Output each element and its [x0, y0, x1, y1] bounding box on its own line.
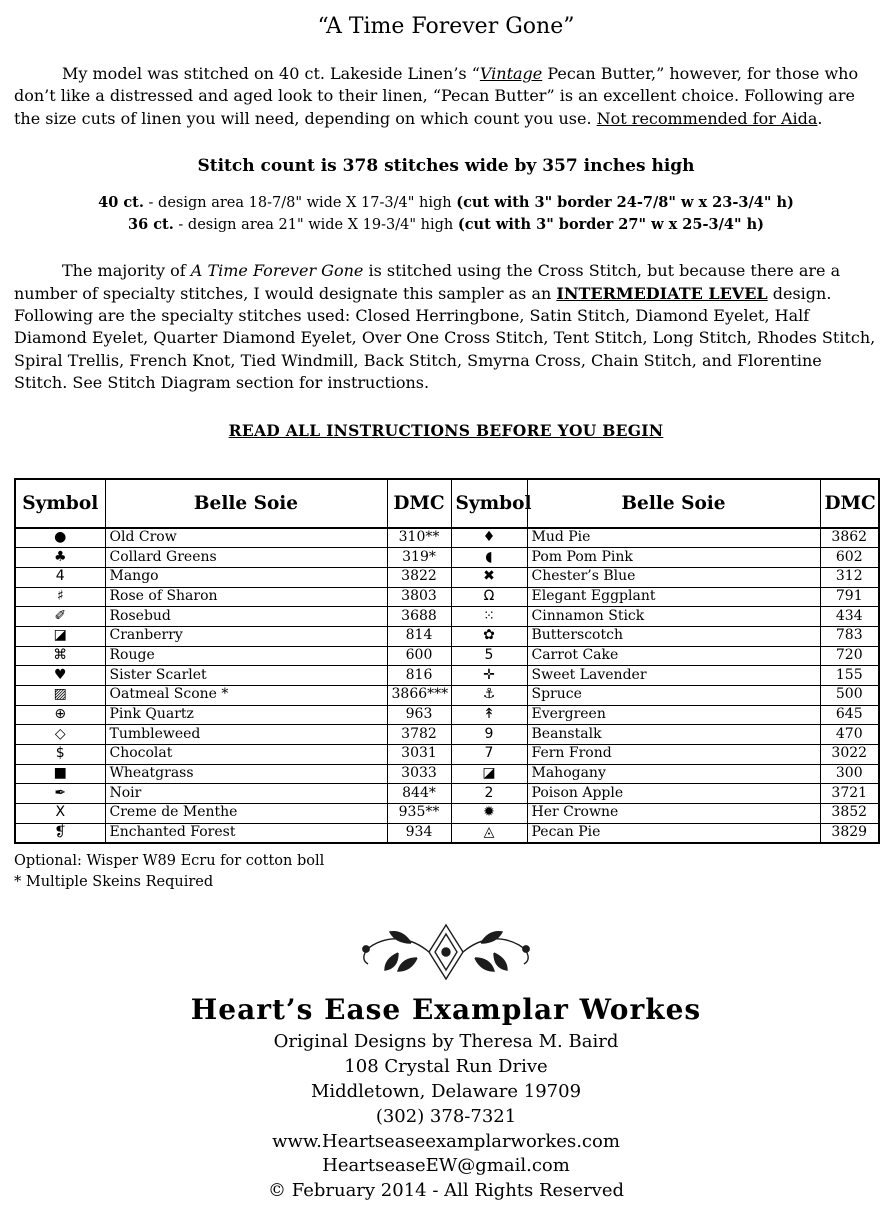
- symbol-cell: ⊕: [15, 705, 105, 725]
- address-line-2: Middletown, Delaware 19709: [310, 1080, 582, 1102]
- name-cell: Creme de Menthe: [105, 803, 387, 823]
- floral-ornament: [14, 919, 878, 989]
- footer-block: [14, 1030, 878, 1204]
- symbol-cell: Ⅹ: [15, 803, 105, 823]
- dmc-cell: 3866***: [387, 685, 451, 705]
- dmc-cell: 844*: [387, 784, 451, 804]
- dmc-cell: 3022: [820, 744, 879, 764]
- specialty-paragraph: [14, 260, 878, 394]
- specialty-text-3: design. Following are the specialty stitches used: Closed Herringbone, Satin Stitch, Diamond Eyelet, Half Diamond Eyelet, Quarter Diamond Eyelet, Over One Cross Stitch, Tent Stitch, Long Stitch, Rhodes Stitch, Spiral Trellis, French Knot, Tied Windmill, Back Stitch, Smyrna Cross, Chain Stitch, and Florentine Stitch. See Stitch Diagram section for instructions.: [14, 283, 876, 393]
- name-cell: Collard Greens: [105, 548, 387, 568]
- intro-text-3: .: [817, 108, 823, 128]
- table-row: [15, 528, 879, 548]
- symbol-cell: ♣: [15, 548, 105, 568]
- email-line: HeartseaseEW@gmail.com: [322, 1155, 570, 1177]
- dmc-cell: 935**: [387, 803, 451, 823]
- color-table-header: [15, 479, 879, 528]
- name-cell: Old Crow: [105, 528, 387, 548]
- header-row: [15, 479, 879, 528]
- color-key-table: [14, 478, 880, 845]
- optional-note: Optional: Wisper W89 Ecru for cotton boll: [14, 853, 325, 870]
- color-table-body: [15, 528, 879, 844]
- name-cell: Pecan Pie: [527, 823, 820, 843]
- symbol-cell: Ω: [451, 587, 527, 607]
- dmc-cell: 934: [387, 823, 451, 843]
- table-row: [15, 587, 879, 607]
- specialty-text-2: is stitched using the Cross Stitch, but because there are a number of specialty stitches, I would designate this sampler as an: [14, 261, 841, 303]
- dmc-cell: 3829: [820, 823, 879, 843]
- intro-text-1: My model was stitched on 40 ct. Lakeside Linen’s “: [62, 64, 480, 83]
- name-cell: Butterscotch: [527, 626, 820, 646]
- symbol-cell: ●: [15, 528, 105, 548]
- table-row: [15, 764, 879, 784]
- dmc-cell: 814: [387, 626, 451, 646]
- name-cell: Noir: [105, 784, 387, 804]
- table-row: [15, 626, 879, 646]
- table-row: [15, 784, 879, 804]
- name-cell: Cinnamon Stick: [527, 607, 820, 627]
- cut-40ct: (cut with 3" border 24-7/8" w x 23-3/4" h): [456, 194, 794, 212]
- name-cell: Mango: [105, 567, 387, 587]
- table-row: [15, 725, 879, 745]
- symbol-cell: ✹: [451, 803, 527, 823]
- detail-36ct: - design area 21" wide X 19-3/4" high: [173, 217, 458, 234]
- dmc-cell: 3031: [387, 744, 451, 764]
- symbol-cell: ♦: [451, 528, 527, 548]
- size-line-40ct: [14, 192, 878, 214]
- name-cell: Fern Frond: [527, 744, 820, 764]
- name-cell: Her Crowne: [527, 803, 820, 823]
- name-cell: Sister Scarlet: [105, 666, 387, 686]
- size-line-36ct: [14, 214, 878, 236]
- address-line-1: 108 Crystal Run Drive: [344, 1056, 548, 1078]
- name-cell: Poison Apple: [527, 784, 820, 804]
- name-cell: Evergreen: [527, 705, 820, 725]
- company-logo-text: Heart’s Ease Examplar Workes: [190, 993, 702, 1027]
- header-symbol-right: Symbol: [451, 479, 527, 528]
- dmc-cell: 500: [820, 685, 879, 705]
- table-row: [15, 666, 879, 686]
- designer-line: Original Designs by Theresa M. Baird: [273, 1031, 619, 1053]
- table-row: [15, 646, 879, 666]
- symbol-cell: ▨: [15, 685, 105, 705]
- header-bellesoie-right: Belle Soie: [527, 479, 820, 528]
- name-cell: Wheatgrass: [105, 764, 387, 784]
- name-cell: Beanstalk: [527, 725, 820, 745]
- dmc-cell: 791: [820, 587, 879, 607]
- dmc-cell: 470: [820, 725, 879, 745]
- table-row: [15, 705, 879, 725]
- aida-warning: Not recommended for Aida: [596, 108, 818, 128]
- dmc-cell: 312: [820, 567, 879, 587]
- symbol-cell: ❡: [15, 823, 105, 843]
- symbol-cell: ◪: [451, 764, 527, 784]
- intro-text-2: Pecan Butter,” however, for those who don’t like a distressed and aged look to their linen, “Pecan Butter” is an excellent choice. Following are the size cuts of linen you will need, depending on which count you use.: [14, 64, 859, 128]
- symbol-cell: ✐: [15, 607, 105, 627]
- vintage-emphasis: Vintage: [479, 64, 543, 83]
- dmc-cell: 300: [820, 764, 879, 784]
- size-cuts: [14, 192, 878, 236]
- table-row: [15, 685, 879, 705]
- symbol-cell: ⁙: [451, 607, 527, 627]
- symbol-cell: ✛: [451, 666, 527, 686]
- stitch-count-heading: Stitch count is 378 stitches wide by 357 inches high: [197, 156, 695, 177]
- detail-40ct: - design area 18-7/8" wide X 17-3/4" high: [143, 195, 457, 212]
- symbol-cell: ✿: [451, 626, 527, 646]
- name-cell: Elegant Eggplant: [527, 587, 820, 607]
- table-row: [15, 744, 879, 764]
- website-line: www.Heartseaseexamplarworkes.com: [272, 1130, 620, 1152]
- dmc-cell: 434: [820, 607, 879, 627]
- symbol-cell: ◖: [451, 548, 527, 568]
- name-cell: Mud Pie: [527, 528, 820, 548]
- name-cell: Pom Pom Pink: [527, 548, 820, 568]
- name-cell: Rose of Sharon: [105, 587, 387, 607]
- count-40ct: 40 ct.: [98, 194, 144, 212]
- name-cell: Pink Quartz: [105, 705, 387, 725]
- dmc-cell: 783: [820, 626, 879, 646]
- symbol-cell: ■: [15, 764, 105, 784]
- symbol-cell: 9: [451, 725, 527, 745]
- symbol-cell: ✒: [15, 784, 105, 804]
- read-instructions-heading: [14, 421, 878, 440]
- dmc-cell: 3852: [820, 803, 879, 823]
- header-dmc-right: DMC: [820, 479, 879, 528]
- name-cell: Rosebud: [105, 607, 387, 627]
- page-title: “A Time Forever Gone”: [317, 14, 575, 39]
- symbol-cell: 4: [15, 567, 105, 587]
- symbol-cell: $: [15, 744, 105, 764]
- dmc-cell: 963: [387, 705, 451, 725]
- symbol-cell: ✖: [451, 567, 527, 587]
- name-cell: Chocolat: [105, 744, 387, 764]
- name-cell: Carrot Cake: [527, 646, 820, 666]
- header-dmc-left: DMC: [387, 479, 451, 528]
- dmc-cell: 319*: [387, 548, 451, 568]
- table-notes: [14, 851, 878, 893]
- table-row: [15, 567, 879, 587]
- dmc-cell: 3862: [820, 528, 879, 548]
- cut-36ct: (cut with 3" border 27" w x 25-3/4" h): [457, 216, 764, 234]
- name-cell: Oatmeal Scone *: [105, 685, 387, 705]
- dmc-cell: 310**: [387, 528, 451, 548]
- name-cell: Cranberry: [105, 626, 387, 646]
- name-cell: Tumbleweed: [105, 725, 387, 745]
- symbol-cell: 2: [451, 784, 527, 804]
- table-row: [15, 823, 879, 843]
- dmc-cell: 3033: [387, 764, 451, 784]
- dmc-cell: 3803: [387, 587, 451, 607]
- symbol-cell: 7: [451, 744, 527, 764]
- dmc-cell: 600: [387, 646, 451, 666]
- symbol-cell: ◇: [15, 725, 105, 745]
- name-cell: Enchanted Forest: [105, 823, 387, 843]
- dmc-cell: 645: [820, 705, 879, 725]
- copyright-line: © February 2014 - All Rights Reserved: [267, 1180, 625, 1202]
- specialty-text-1: The majority of: [62, 261, 191, 281]
- intro-paragraph: [14, 63, 878, 130]
- symbol-cell: ♯: [15, 587, 105, 607]
- dmc-cell: 720: [820, 646, 879, 666]
- symbol-cell: ⚓: [451, 685, 527, 705]
- name-cell: Chester’s Blue: [527, 567, 820, 587]
- name-cell: Rouge: [105, 646, 387, 666]
- name-cell: Spruce: [527, 685, 820, 705]
- symbol-cell: ↟: [451, 705, 527, 725]
- symbol-cell: 5: [451, 646, 527, 666]
- phone-line: (302) 378-7321: [375, 1105, 517, 1127]
- level-emphasis: INTERMEDIATE LEVEL: [556, 283, 768, 303]
- name-cell: Sweet Lavender: [527, 666, 820, 686]
- dmc-cell: 3688: [387, 607, 451, 627]
- table-row: [15, 548, 879, 568]
- table-row: [15, 803, 879, 823]
- dmc-cell: 3822: [387, 567, 451, 587]
- floral-ornament-image: [351, 919, 541, 985]
- symbol-cell: ◪: [15, 626, 105, 646]
- dmc-cell: 3782: [387, 725, 451, 745]
- count-36ct: 36 ct.: [127, 216, 174, 234]
- name-cell: Mahogany: [527, 764, 820, 784]
- symbol-cell: ♥: [15, 666, 105, 686]
- symbol-cell: ◬: [451, 823, 527, 843]
- dmc-cell: 155: [820, 666, 879, 686]
- skeins-note: * Multiple Skeins Required: [14, 874, 214, 891]
- symbol-cell: ⌘: [15, 646, 105, 666]
- dmc-cell: 3721: [820, 784, 879, 804]
- design-title-emphasis: A Time Forever Gone: [190, 261, 364, 281]
- dmc-cell: 602: [820, 548, 879, 568]
- read-instructions-text: READ ALL INSTRUCTIONS BEFORE YOU BEGIN: [228, 420, 664, 440]
- header-bellesoie-left: Belle Soie: [105, 479, 387, 528]
- table-row: [15, 607, 879, 627]
- header-symbol-left: Symbol: [15, 479, 105, 528]
- dmc-cell: 816: [387, 666, 451, 686]
